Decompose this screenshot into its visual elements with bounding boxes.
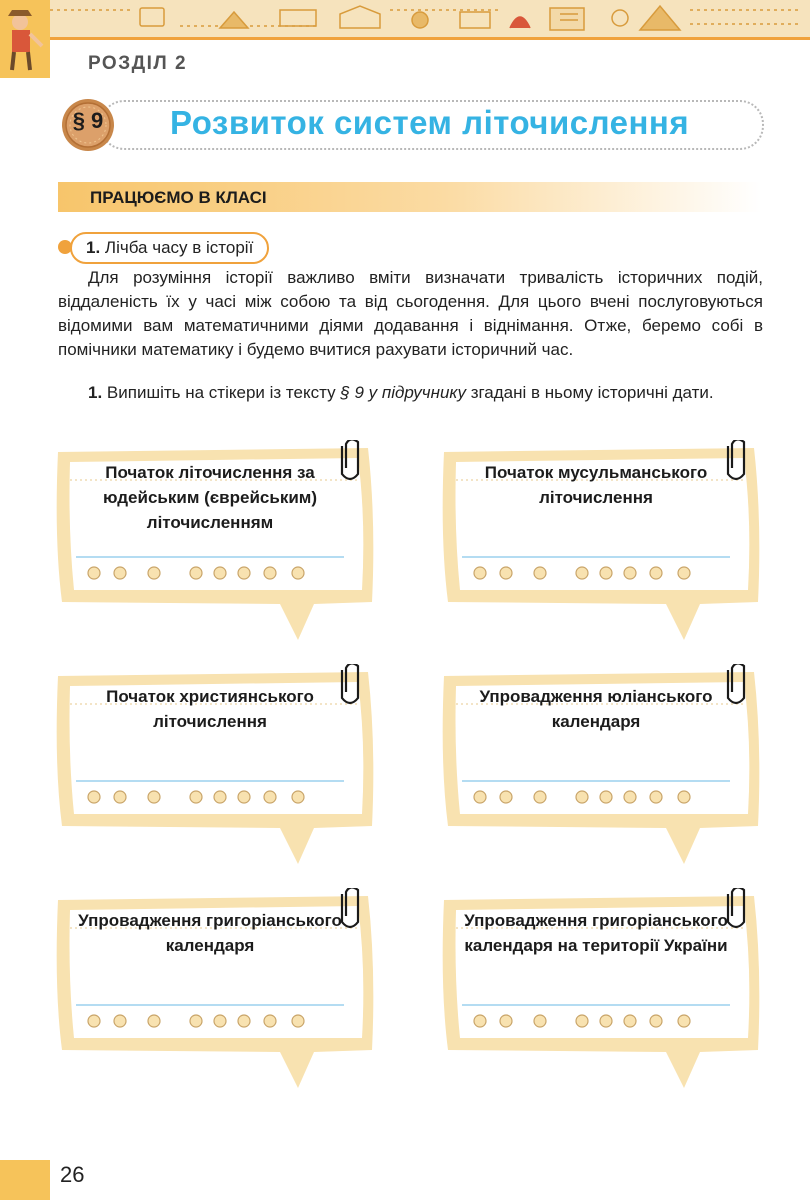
decorative-header-banner bbox=[0, 0, 810, 40]
sticker-card bbox=[50, 440, 384, 655]
paragraph-badge: § 9 bbox=[72, 108, 104, 133]
corner-mascot-box bbox=[0, 0, 50, 78]
task-text-after: згадані в ньому історичні дати. bbox=[470, 383, 714, 402]
page-number-bar bbox=[0, 1160, 50, 1200]
sticker-label: Початок християнського літочислення bbox=[106, 687, 314, 731]
task-text-before: Випишіть на стікери із тексту bbox=[106, 383, 336, 402]
sticker-card bbox=[436, 440, 770, 655]
banner-divider-line bbox=[40, 37, 810, 40]
sticker-card bbox=[436, 888, 770, 1103]
sticker-label: Упровадження григоріанського календаря bbox=[78, 911, 342, 955]
sticker-label: Упровадження григоріанського календаря на території України bbox=[464, 911, 728, 955]
paragraph-title: Розвиток систем літочислення bbox=[170, 104, 690, 141]
history-icons-strip bbox=[40, 0, 810, 38]
page-number: 26 bbox=[60, 1162, 85, 1187]
sticker-card bbox=[436, 664, 770, 879]
explorer-mascot-icon bbox=[0, 0, 50, 78]
intro-paragraph: Для розуміння історії важливо вміти визначати тривалість історичних подій, віддаленість їх у часі між собою та від сьогодення. Для цього вчені послуговуються відомими вам математичними діями додавання і віднімання. Отже, беремо собі в помічники математику і будемо вчитися рахувати історичний час. bbox=[58, 268, 763, 359]
topic-number: 1. bbox=[86, 238, 101, 257]
sticker-card bbox=[50, 664, 384, 879]
work-in-class-heading: ПРАЦЮЄМО В КЛАСІ bbox=[90, 188, 267, 207]
topic-label: Лічба часу в історії bbox=[104, 238, 254, 257]
topic-heading bbox=[70, 232, 269, 264]
task-reference: § 9 у підручнику bbox=[340, 383, 466, 402]
task-number: 1. bbox=[88, 383, 103, 402]
task-instruction bbox=[58, 381, 763, 405]
sticker-card bbox=[50, 888, 384, 1103]
sticker-label: Упровадження юліанського календаря bbox=[479, 687, 713, 731]
section-label: РОЗДІЛ 2 bbox=[88, 53, 188, 74]
sticker-label: Початок мусульманського літочислення bbox=[484, 463, 708, 507]
sticker-label: Початок літочислення за юдейським (єврейським) літочисленням bbox=[102, 463, 318, 532]
